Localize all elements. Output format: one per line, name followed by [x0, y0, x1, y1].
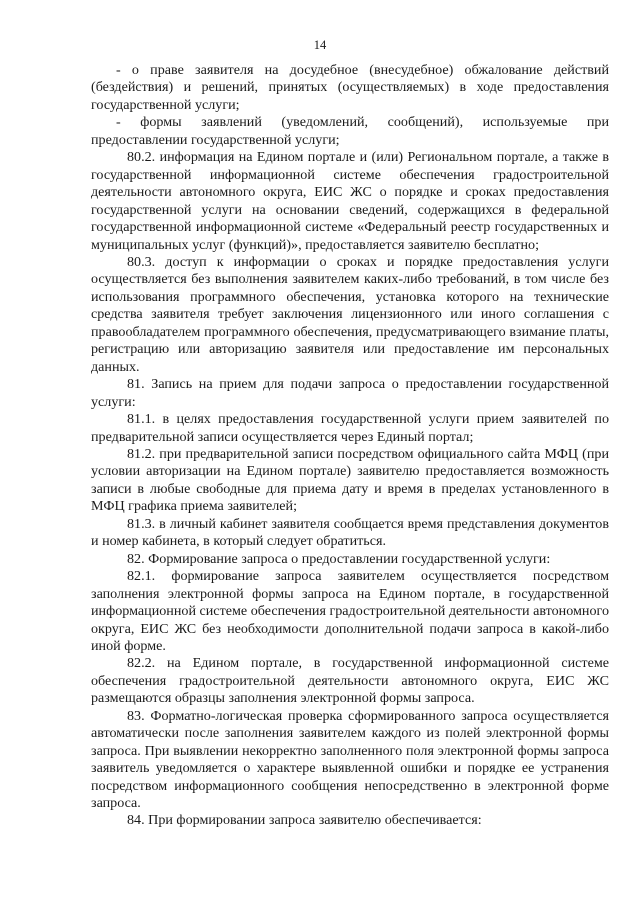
paragraph-81-3: 81.3. в личный кабинет заявителя сообщается время представления документов и номер кабинета, в который следует обратиться.	[91, 515, 609, 550]
paragraph-84: 84. При формировании запроса заявителю обеспечивается:	[127, 812, 482, 829]
paragraph-82-2: 82.2. на Едином портале, в государственной информационной системе обеспечения градостроительной деятельности автономного округа, ЕИС ЖС размещаются образцы заполнения электронной формы запроса.	[91, 655, 609, 707]
paragraph-80-2: 80.2. информация на Едином портале и (или) Региональном портале, а также в государственной информационной системе обеспечения градостроительной деятельности автономного округа, ЕИС ЖС о порядке и сроках предоставления государственной услуги на основании сведений, содержащихся в федеральной государственной информационной системе «Федеральный реестр государственных и муниципальных услуг (функций)», предоставляется заявителю бесплатно;	[91, 149, 609, 253]
paragraph-82: 82. Формирование запроса о предоставлении государственной услуги:	[127, 550, 551, 567]
paragraph-81-2: 81.2. при предварительной записи посредством официального сайта МФЦ (при условии авторизации на Едином портале) заявителю предоставляется возможность записи в любые свободные для приема дату и время в пределах установленного в МФЦ графика приема заявителей;	[91, 445, 609, 515]
document-body	[91, 62, 609, 830]
page-number: 14	[313, 38, 327, 52]
paragraph-82-1: 82.1. формирование запроса заявителем осуществляется посредством заполнения электронной формы запроса на Едином портале, в государственной информационной системе обеспечения градостроительной деятельности автономного округа, ЕИС ЖС без необходимости дополнительной подачи запроса в какой-либо иной форме.	[91, 568, 609, 654]
paragraph-appeal-rights: - о праве заявителя на досудебное (внесудебное) обжалование действий (бездействия) и решений, принятых (осуществляемых) в ходе предоставления государственной услуги;	[91, 62, 609, 113]
paragraph-83: 83. Форматно-логическая проверка сформированного запроса осуществляется автоматически после заполнения заявителем каждого из полей электронной формы запроса. При выявлении некорректно заполненного поля электронной формы запроса заявитель уведомляется о характере выявленной ошибки и порядке ее устранения посредством информационного сообщения непосредственно в электронной форме запроса.	[91, 707, 609, 812]
paragraph-application-forms: - формы заявлений (уведомлений, сообщений), используемые при предоставлении государственной услуги;	[91, 114, 609, 148]
paragraph-80-3: 80.3. доступ к информации о сроках и порядке предоставления услуги осуществляется без выполнения заявителем каких-либо требований, в том числе без использования программного обеспечения, установка которого на технические средства заявителя требует заключения лицензионного или иного соглашения с правообладателем программного обеспечения, предусматривающего взимание платы, регистрацию или авторизацию заявителя или предоставление им персональных данных.	[91, 253, 609, 375]
paragraph-81: 81. Запись на прием для подачи запроса о предоставлении государственной услуги:	[91, 376, 609, 410]
paragraph-81-1: 81.1. в целях предоставления государственной услуги прием заявителей по предварительной записи осуществляется через Единый портал;	[91, 411, 609, 445]
